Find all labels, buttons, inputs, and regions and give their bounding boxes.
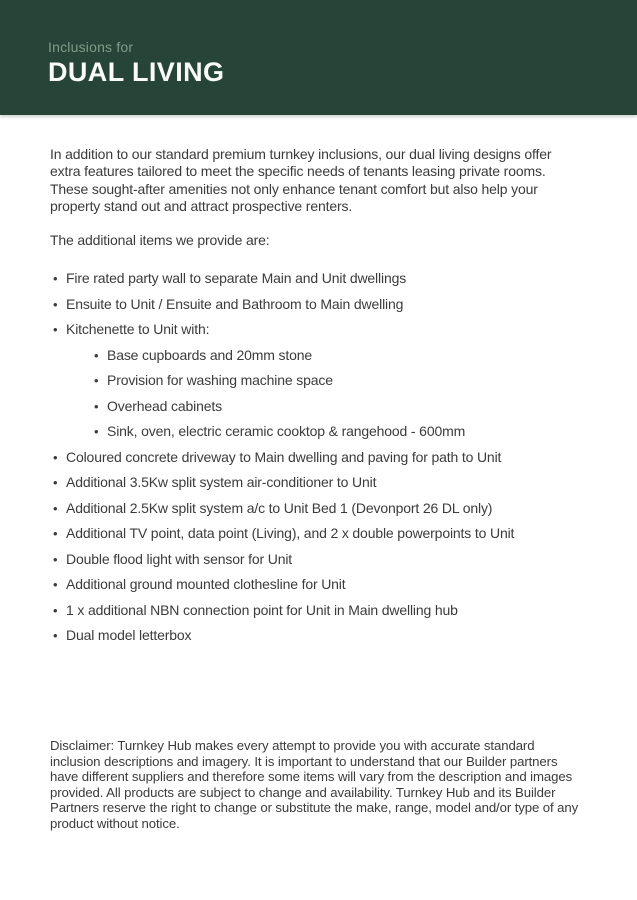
bullet-icon: • (94, 398, 99, 414)
list-item (50, 602, 587, 619)
intro-paragraph: In addition to our standard premium turnkey inclusions, our dual living designs offer extra features tailored to meet the specific needs of tenants leasing private rooms. These sought-after amenities not only enhance tenant comfort but also help your property stand out and attract prospective renters. (50, 146, 552, 215)
list-item (50, 296, 587, 313)
bullet-icon: • (53, 602, 58, 618)
list-item (50, 321, 587, 338)
list-item (50, 449, 587, 466)
list-item (50, 270, 587, 287)
list-item (50, 551, 587, 568)
bullet-icon: • (53, 271, 58, 287)
bullet-icon: • (53, 500, 58, 516)
bullet-icon: • (94, 424, 99, 440)
bullet-icon: • (94, 347, 99, 363)
list-item (50, 372, 587, 389)
list-item-text: Coloured concrete driveway to Main dwelling and paving for path to Unit (66, 448, 502, 465)
list-item-text: Double flood light with sensor for Unit (66, 550, 293, 567)
header-banner (0, 0, 637, 115)
list-item (50, 398, 587, 415)
list-item (50, 525, 587, 542)
list-item (50, 576, 587, 593)
list-item (50, 423, 587, 440)
list-item-text: Provision for washing machine space (107, 372, 333, 389)
list-item-text: Additional TV point, data point (Living), and 2 x double powerpoints to Unit (66, 525, 515, 542)
list-item-text: Kitchenette to Unit with: (66, 321, 210, 338)
bullet-icon: • (53, 296, 58, 312)
list-item-text: Additional ground mounted clothesline for Unit (66, 576, 346, 593)
bullet-icon: • (53, 322, 58, 338)
list-item-text: Sink, oven, electric ceramic cooktop & rangehood - 600mm (107, 423, 466, 440)
list-item-text: Base cupboards and 20mm stone (107, 346, 313, 363)
list-item-text: Additional 2.5Kw split system a/c to Unit Bed 1 (Devonport 26 DL only) (66, 499, 493, 516)
content-area (0, 146, 637, 832)
list-item-text: 1 x additional NBN connection point for Unit in Main dwelling hub (66, 601, 458, 618)
header-eyebrow: Inclusions for (48, 39, 134, 55)
bullet-icon: • (53, 526, 58, 542)
bullet-icon: • (53, 551, 58, 567)
bullet-icon: • (53, 577, 58, 593)
list-item (50, 627, 587, 644)
bullet-icon: • (53, 449, 58, 465)
list-item (50, 474, 587, 491)
bullet-icon: • (53, 628, 58, 644)
list-item-text: Overhead cabinets (107, 397, 222, 414)
list-item-text: Additional 3.5Kw split system air-conditioner to Unit (66, 474, 377, 491)
list-item (50, 347, 587, 364)
list-item (50, 500, 587, 517)
list-lead-in: The additional items we provide are: (50, 231, 270, 248)
disclaimer-text: Disclaimer: Turnkey Hub makes every attempt to provide you with accurate standard inclusion descriptions and imagery. It is important to understand that our Builder partners have different suppliers and therefore some items will vary from the description and images provided. All products are subject to change and availability. Turnkey Hub and its Builder Partners reserve the right to change or substitute the make, range, model and/or type of any product without notice. (50, 738, 579, 831)
list-item-text: Dual model letterbox (66, 627, 192, 644)
list-item-text: Fire rated party wall to separate Main and Unit dwellings (66, 270, 407, 287)
bullet-icon: • (94, 373, 99, 389)
inclusions-list (50, 270, 587, 644)
list-item-text: Ensuite to Unit / Ensuite and Bathroom to Main dwelling (66, 295, 404, 312)
bullet-icon: • (53, 475, 58, 491)
page-title: DUAL LIVING (48, 57, 225, 87)
